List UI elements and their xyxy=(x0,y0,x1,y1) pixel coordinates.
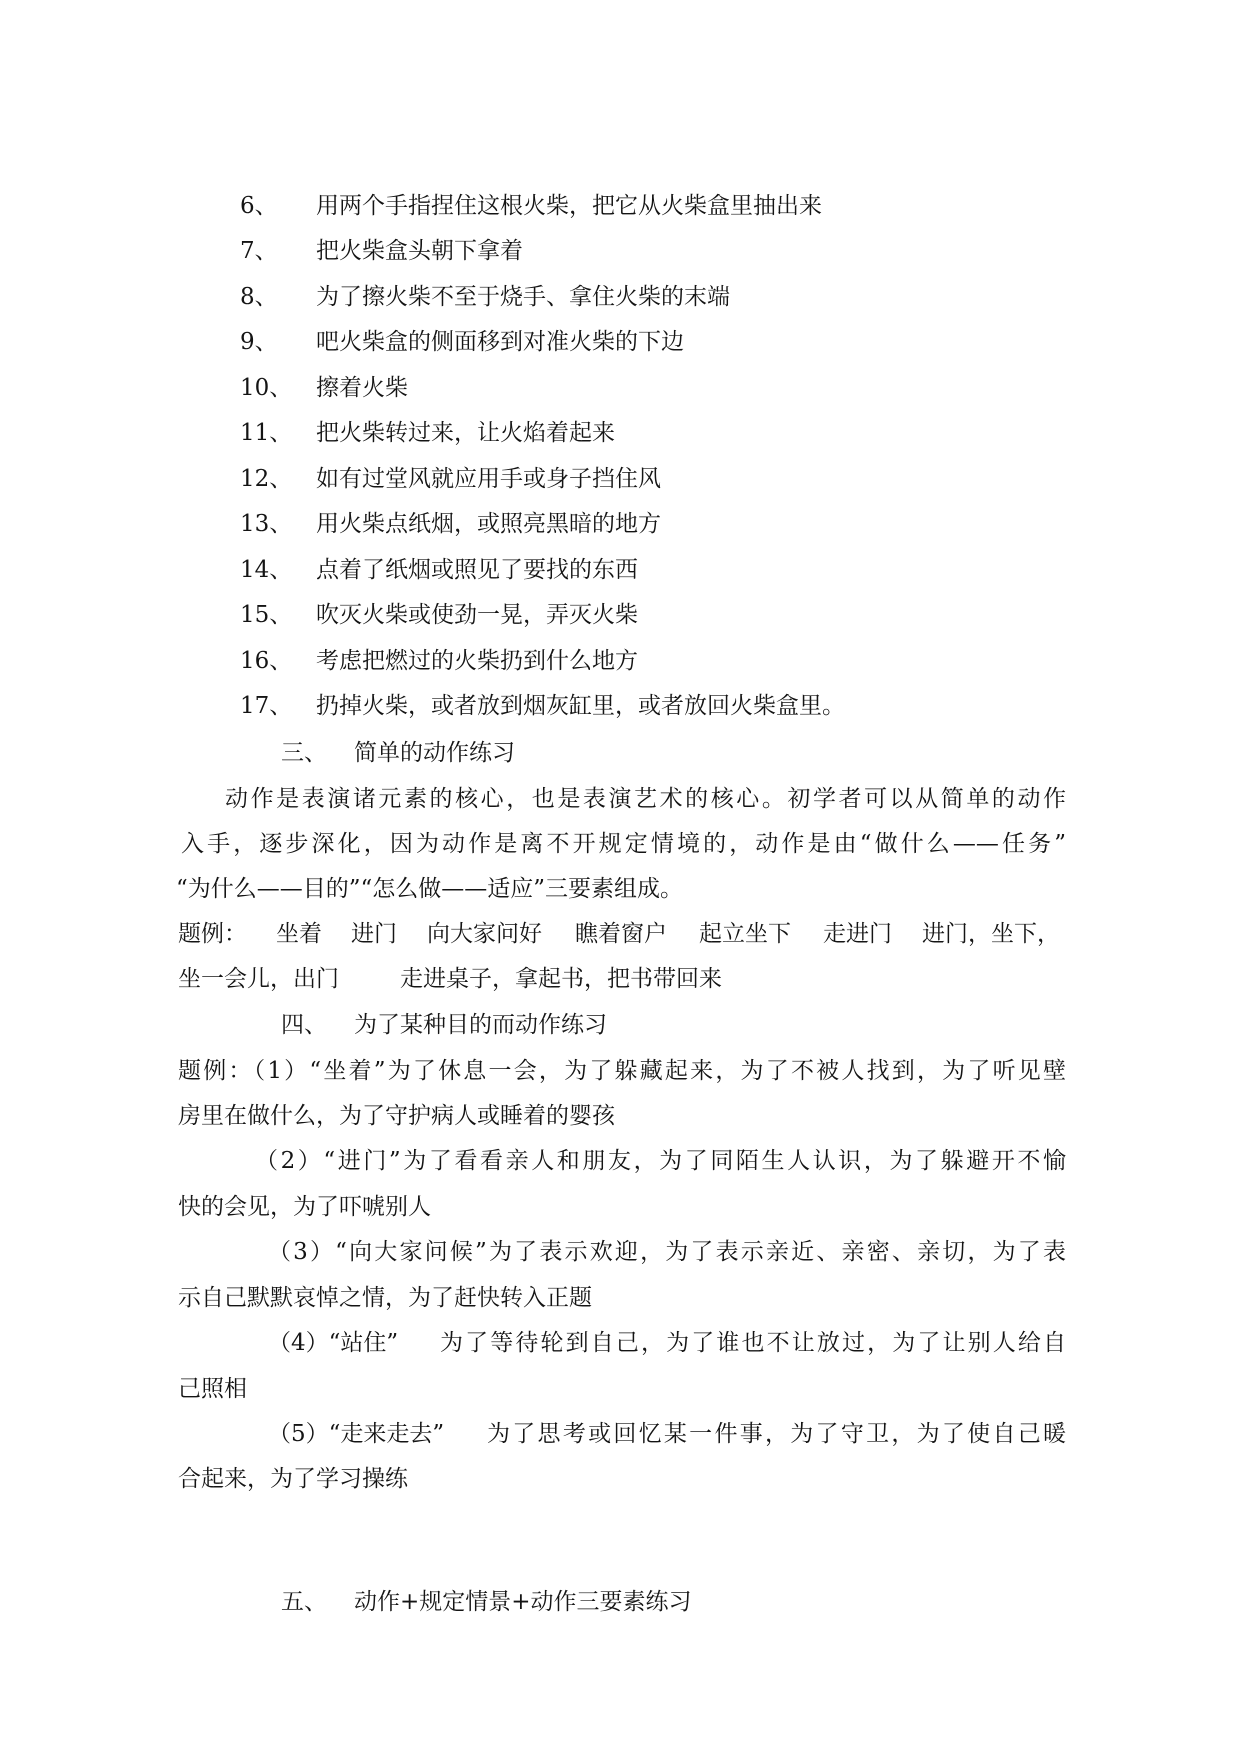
example-label: 题例： xyxy=(178,921,247,947)
example-item: 向大家问好 xyxy=(427,921,542,947)
paragraph-line: （2）“进门”为了看看亲人和朋友，为了同陌生人认识，为了躲避开不愉 xyxy=(255,1148,1066,1174)
paragraph-line: 快的会见，为了吓唬别人 xyxy=(178,1194,431,1220)
step-number: 13、 xyxy=(240,511,293,537)
paragraph-line: 入手，逐步深化，因为动作是离不开规定情境的，动作是由“做什么——任务” xyxy=(181,831,1066,857)
step-number: 12、 xyxy=(240,466,293,492)
example-item: 进门 xyxy=(351,921,397,947)
step-text: 把火柴转过来，让火焰着起来 xyxy=(316,420,615,446)
paragraph-line: （5）“走来走去” xyxy=(268,1421,445,1447)
step-text: 为了擦火柴不至于烧手、拿住火柴的末端 xyxy=(316,284,730,310)
step-number: 11、 xyxy=(240,420,293,446)
step-text: 用火柴点纸烟，或照亮黑暗的地方 xyxy=(316,511,661,537)
step-text: 如有过堂风就应用手或身子挡住风 xyxy=(316,466,661,492)
paragraph-line: 房里在做什么，为了守护病人或睡着的婴孩 xyxy=(178,1103,615,1129)
step-number: 16、 xyxy=(240,648,293,674)
paragraph-line: 为了等待轮到自己，为了谁也不让放过，为了让别人给自 xyxy=(440,1330,1066,1356)
step-number: 14、 xyxy=(240,557,293,583)
example-item: 坐着 xyxy=(276,921,322,947)
example-item: 走进桌子，拿起书，把书带回来 xyxy=(400,966,722,992)
paragraph-line: 动作是表演诸元素的核心，也是表演艺术的核心。初学者可以从简单的动作 xyxy=(225,786,1066,812)
step-number: 9、 xyxy=(240,329,278,355)
step-text: 擦着火柴 xyxy=(316,375,408,401)
paragraph-line: 己照相 xyxy=(178,1376,247,1402)
step-number: 6、 xyxy=(240,193,278,219)
step-text: 扔掉火柴，或者放到烟灰缸里，或者放回火柴盒里。 xyxy=(316,693,845,719)
step-text: 吹灭火柴或使劲一晃，弄灭火柴 xyxy=(316,602,638,628)
paragraph-line: 题例：（1）“坐着”为了休息一会，为了躲藏起来，为了不被人找到，为了听见壁 xyxy=(178,1058,1066,1084)
section-number: 三、 xyxy=(281,740,327,766)
paragraph-line: （3）“向大家问候”为了表示欢迎，为了表示亲近、亲密、亲切，为了表 xyxy=(268,1239,1066,1265)
section-heading: 为了某种目的而动作练习 xyxy=(354,1012,607,1038)
paragraph-line: 合起来，为了学习操练 xyxy=(178,1466,408,1492)
section-heading: 动作+规定情景+动作三要素练习 xyxy=(354,1589,692,1615)
step-number: 17、 xyxy=(240,693,293,719)
section-heading: 简单的动作练习 xyxy=(354,740,515,766)
step-number: 7、 xyxy=(240,238,278,264)
step-text: 用两个手指捏住这根火柴，把它从火柴盒里抽出来 xyxy=(316,193,822,219)
section-number: 五、 xyxy=(281,1589,327,1615)
paragraph-line: 为了思考或回忆某一件事，为了守卫，为了使自己暖 xyxy=(487,1421,1066,1447)
paragraph-line: （4）“站住” xyxy=(268,1330,399,1356)
step-text: 把火柴盒头朝下拿着 xyxy=(316,238,523,264)
step-number: 10、 xyxy=(240,375,293,401)
step-text: 考虑把燃过的火柴扔到什么地方 xyxy=(316,648,638,674)
example-item: 起立坐下 xyxy=(699,921,791,947)
example-item: 进门，坐下， xyxy=(922,921,1060,947)
paragraph-line: 示自己默默哀悼之情，为了赶快转入正题 xyxy=(178,1285,592,1311)
step-number: 15、 xyxy=(240,602,293,628)
example-item: 瞧着窗户 xyxy=(575,921,667,947)
section-number: 四、 xyxy=(281,1012,327,1038)
step-text: 点着了纸烟或照见了要找的东西 xyxy=(316,557,638,583)
paragraph-line: “为什么——目的”“怎么做——适应”三要素组成。 xyxy=(176,876,684,902)
step-text: 吧火柴盒的侧面移到对准火柴的下边 xyxy=(316,329,684,355)
example-item: 坐一会儿，出门 xyxy=(178,966,339,992)
example-item: 走进门 xyxy=(823,921,892,947)
step-number: 8、 xyxy=(240,284,278,310)
